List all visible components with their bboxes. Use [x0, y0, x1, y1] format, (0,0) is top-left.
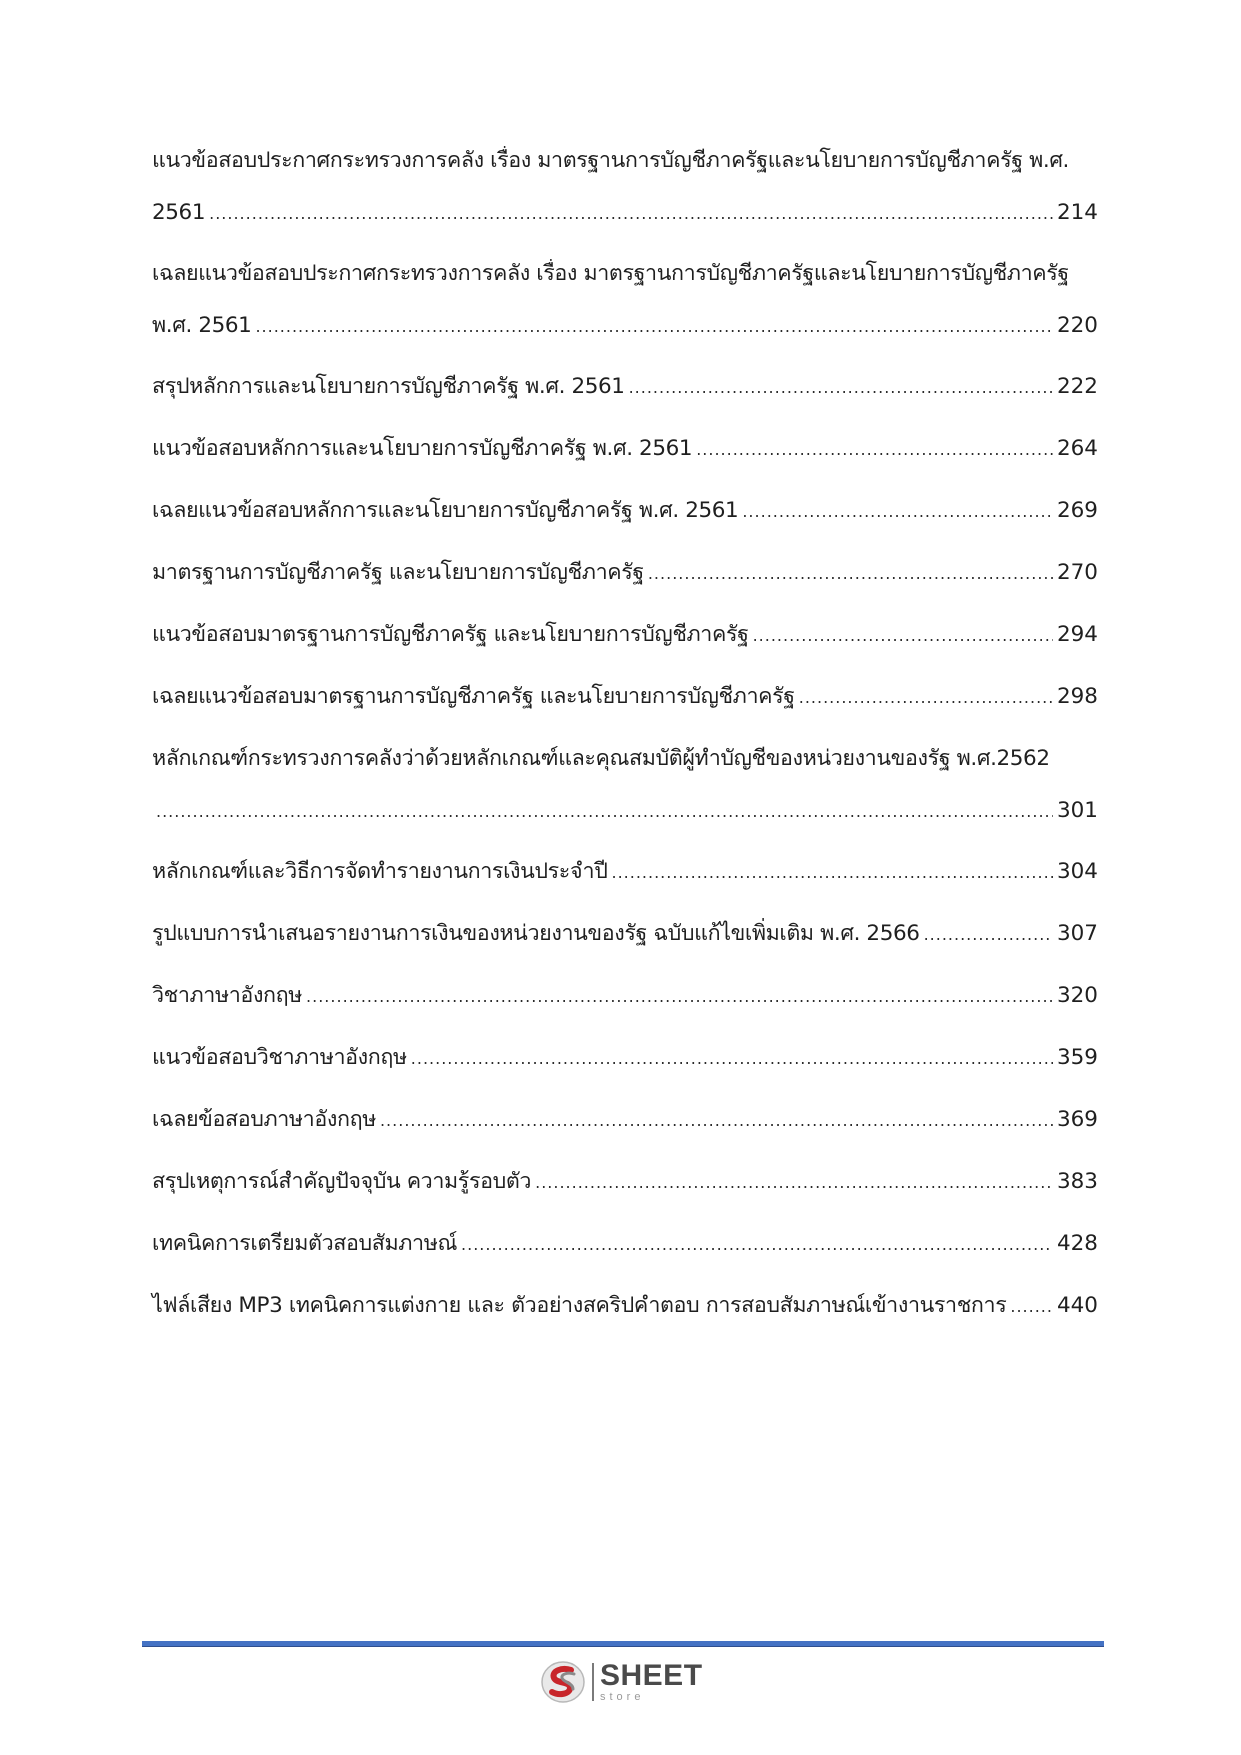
toc-entry[interactable]	[152, 1229, 1098, 1260]
logo-subtitle: store	[600, 1691, 645, 1703]
toc-entry-title: เฉลยข้อสอบภาษาอังกฤษ	[152, 1107, 376, 1132]
toc-entry-row	[152, 198, 1098, 229]
toc-entry[interactable]	[152, 981, 1098, 1012]
toc-entry-row	[152, 682, 1098, 713]
toc-entry-title: เทคนิคการเตรียมตัวสอบสัมภาษณ์	[152, 1231, 458, 1256]
toc-entry-row	[152, 311, 1098, 342]
toc-leader-dots	[648, 559, 1053, 589]
toc-entry-title: วิชาภาษาอังกฤษ	[152, 983, 303, 1008]
toc-entry[interactable]	[152, 558, 1098, 589]
toc-page-number: 359	[1056, 1045, 1098, 1070]
toc-entry-row	[152, 1291, 1098, 1322]
toc-entry-row	[152, 981, 1098, 1012]
toc-entry[interactable]	[152, 434, 1098, 465]
toc-entry-row	[152, 796, 1098, 827]
toc-page-number: 369	[1056, 1107, 1098, 1132]
toc-page-number: 383	[1056, 1169, 1098, 1194]
toc-entry[interactable]	[152, 259, 1098, 342]
table-of-contents	[152, 146, 1098, 1353]
toc-page-number: 294	[1056, 622, 1098, 647]
sheet-store-logo-icon	[540, 1659, 586, 1705]
toc-entry[interactable]	[152, 620, 1098, 651]
toc-entry-row	[152, 1229, 1098, 1260]
toc-leader-dots	[461, 1230, 1053, 1260]
toc-entry-title: แนวข้อสอบวิชาภาษาอังกฤษ	[152, 1045, 407, 1070]
toc-page-number: 214	[1056, 200, 1098, 225]
toc-entry-row	[152, 620, 1098, 651]
sheet-store-logo	[540, 1656, 703, 1708]
toc-entry-title: สรุปหลักการและนโยบายการบัญชีภาครัฐ พ.ศ. 2561	[152, 374, 625, 399]
toc-leader-dots	[411, 1044, 1053, 1074]
toc-entry[interactable]	[152, 146, 1098, 229]
toc-entry[interactable]	[152, 857, 1098, 888]
toc-leader-dots	[156, 797, 1053, 827]
toc-entry-row	[152, 434, 1098, 465]
toc-page-number: 304	[1056, 859, 1098, 884]
footer-divider	[142, 1641, 1104, 1647]
toc-entry-title: ไฟล์เสียง MP3 เทคนิคการแต่งกาย และ ตัวอย่างสคริปคำตอบ การสอบสัมภาษณ์เข้างานราชการ	[152, 1293, 1007, 1318]
toc-page-number: 307	[1056, 921, 1098, 946]
toc-leader-dots	[535, 1168, 1053, 1198]
toc-leader-dots	[306, 982, 1053, 1012]
toc-entry-title: สรุปเหตุการณ์สำคัญปัจจุบัน ความรู้รอบตัว	[152, 1169, 532, 1194]
toc-entry-row	[152, 558, 1098, 589]
toc-page-number: 428	[1056, 1231, 1098, 1256]
toc-leader-dots	[924, 920, 1053, 950]
toc-page-number: 222	[1056, 374, 1098, 399]
toc-page-number: 270	[1056, 560, 1098, 585]
toc-entry-title: หลักเกณฑ์และวิธีการจัดทำรายงานการเงินประจำปี	[152, 859, 608, 884]
toc-entry[interactable]	[152, 1105, 1098, 1136]
toc-entry-title: เฉลยแนวข้อสอบมาตรฐานการบัญชีภาครัฐ และนโยบายการบัญชีภาครัฐ	[152, 684, 795, 709]
toc-entry[interactable]	[152, 744, 1098, 827]
toc-entry-row	[152, 1043, 1098, 1074]
toc-entry-title: รูปแบบการนำเสนอรายงานการเงินของหน่วยงานของรัฐ ฉบับแก้ไขเพิ่มเติม พ.ศ. 2566	[152, 921, 920, 946]
toc-leader-dots	[1010, 1292, 1053, 1322]
toc-leader-dots	[696, 435, 1053, 465]
toc-entry-title-line: หลักเกณฑ์กระทรวงการคลังว่าด้วยหลักเกณฑ์และคุณสมบัติผู้ทำบัญชีของหน่วยงานของรัฐ พ.ศ.2562	[152, 746, 1050, 771]
toc-entry-row	[152, 372, 1098, 403]
toc-entry[interactable]	[152, 496, 1098, 527]
toc-entry-title: พ.ศ. 2561	[152, 313, 252, 338]
toc-entry-row	[152, 857, 1098, 888]
toc-page-number: 220	[1056, 313, 1098, 338]
logo-separator	[592, 1663, 594, 1701]
toc-entry[interactable]	[152, 1291, 1098, 1322]
toc-page-number: 264	[1056, 436, 1098, 461]
logo-wordmark: SHEET	[600, 1659, 703, 1692]
toc-page-number: 298	[1056, 684, 1098, 709]
toc-entry-row	[152, 919, 1098, 950]
toc-entry-title-line: เฉลยแนวข้อสอบประกาศกระทรวงการคลัง เรื่อง มาตรฐานการบัญชีภาครัฐและนโยบายการบัญชีภาครัฐ	[152, 261, 1069, 286]
toc-entry[interactable]	[152, 919, 1098, 950]
toc-entry-row	[152, 1167, 1098, 1198]
toc-leader-dots	[629, 373, 1053, 403]
toc-page-number: 269	[1056, 498, 1098, 523]
toc-page-number: 301	[1056, 798, 1098, 823]
toc-entry-row	[152, 1105, 1098, 1136]
toc-entry[interactable]	[152, 682, 1098, 713]
toc-entry-title: มาตรฐานการบัญชีภาครัฐ และนโยบายการบัญชีภาครัฐ	[152, 560, 644, 585]
toc-leader-dots	[380, 1106, 1053, 1136]
toc-page-number: 320	[1056, 983, 1098, 1008]
toc-entry[interactable]	[152, 372, 1098, 403]
toc-leader-dots	[742, 497, 1053, 527]
toc-entry-title-line: แนวข้อสอบประกาศกระทรวงการคลัง เรื่อง มาตรฐานการบัญชีภาครัฐและนโยบายการบัญชีภาครัฐ พ.ศ.	[152, 148, 1069, 173]
toc-page-number: 440	[1056, 1293, 1098, 1318]
logo-text-block	[600, 1661, 703, 1703]
toc-entry-title: เฉลยแนวข้อสอบหลักการและนโยบายการบัญชีภาครัฐ พ.ศ. 2561	[152, 498, 739, 523]
toc-leader-dots	[255, 312, 1053, 342]
toc-leader-dots	[611, 858, 1052, 888]
toc-entry[interactable]	[152, 1167, 1098, 1198]
toc-entry-row	[152, 496, 1098, 527]
toc-entry-title: แนวข้อสอบหลักการและนโยบายการบัญชีภาครัฐ พ.ศ. 2561	[152, 436, 693, 461]
toc-entry[interactable]	[152, 1043, 1098, 1074]
toc-leader-dots	[753, 621, 1053, 651]
toc-entry-title: 2561	[152, 200, 206, 225]
toc-leader-dots	[799, 683, 1053, 713]
toc-leader-dots	[209, 199, 1053, 229]
toc-entry-title: แนวข้อสอบมาตรฐานการบัญชีภาครัฐ และนโยบายการบัญชีภาครัฐ	[152, 622, 749, 647]
